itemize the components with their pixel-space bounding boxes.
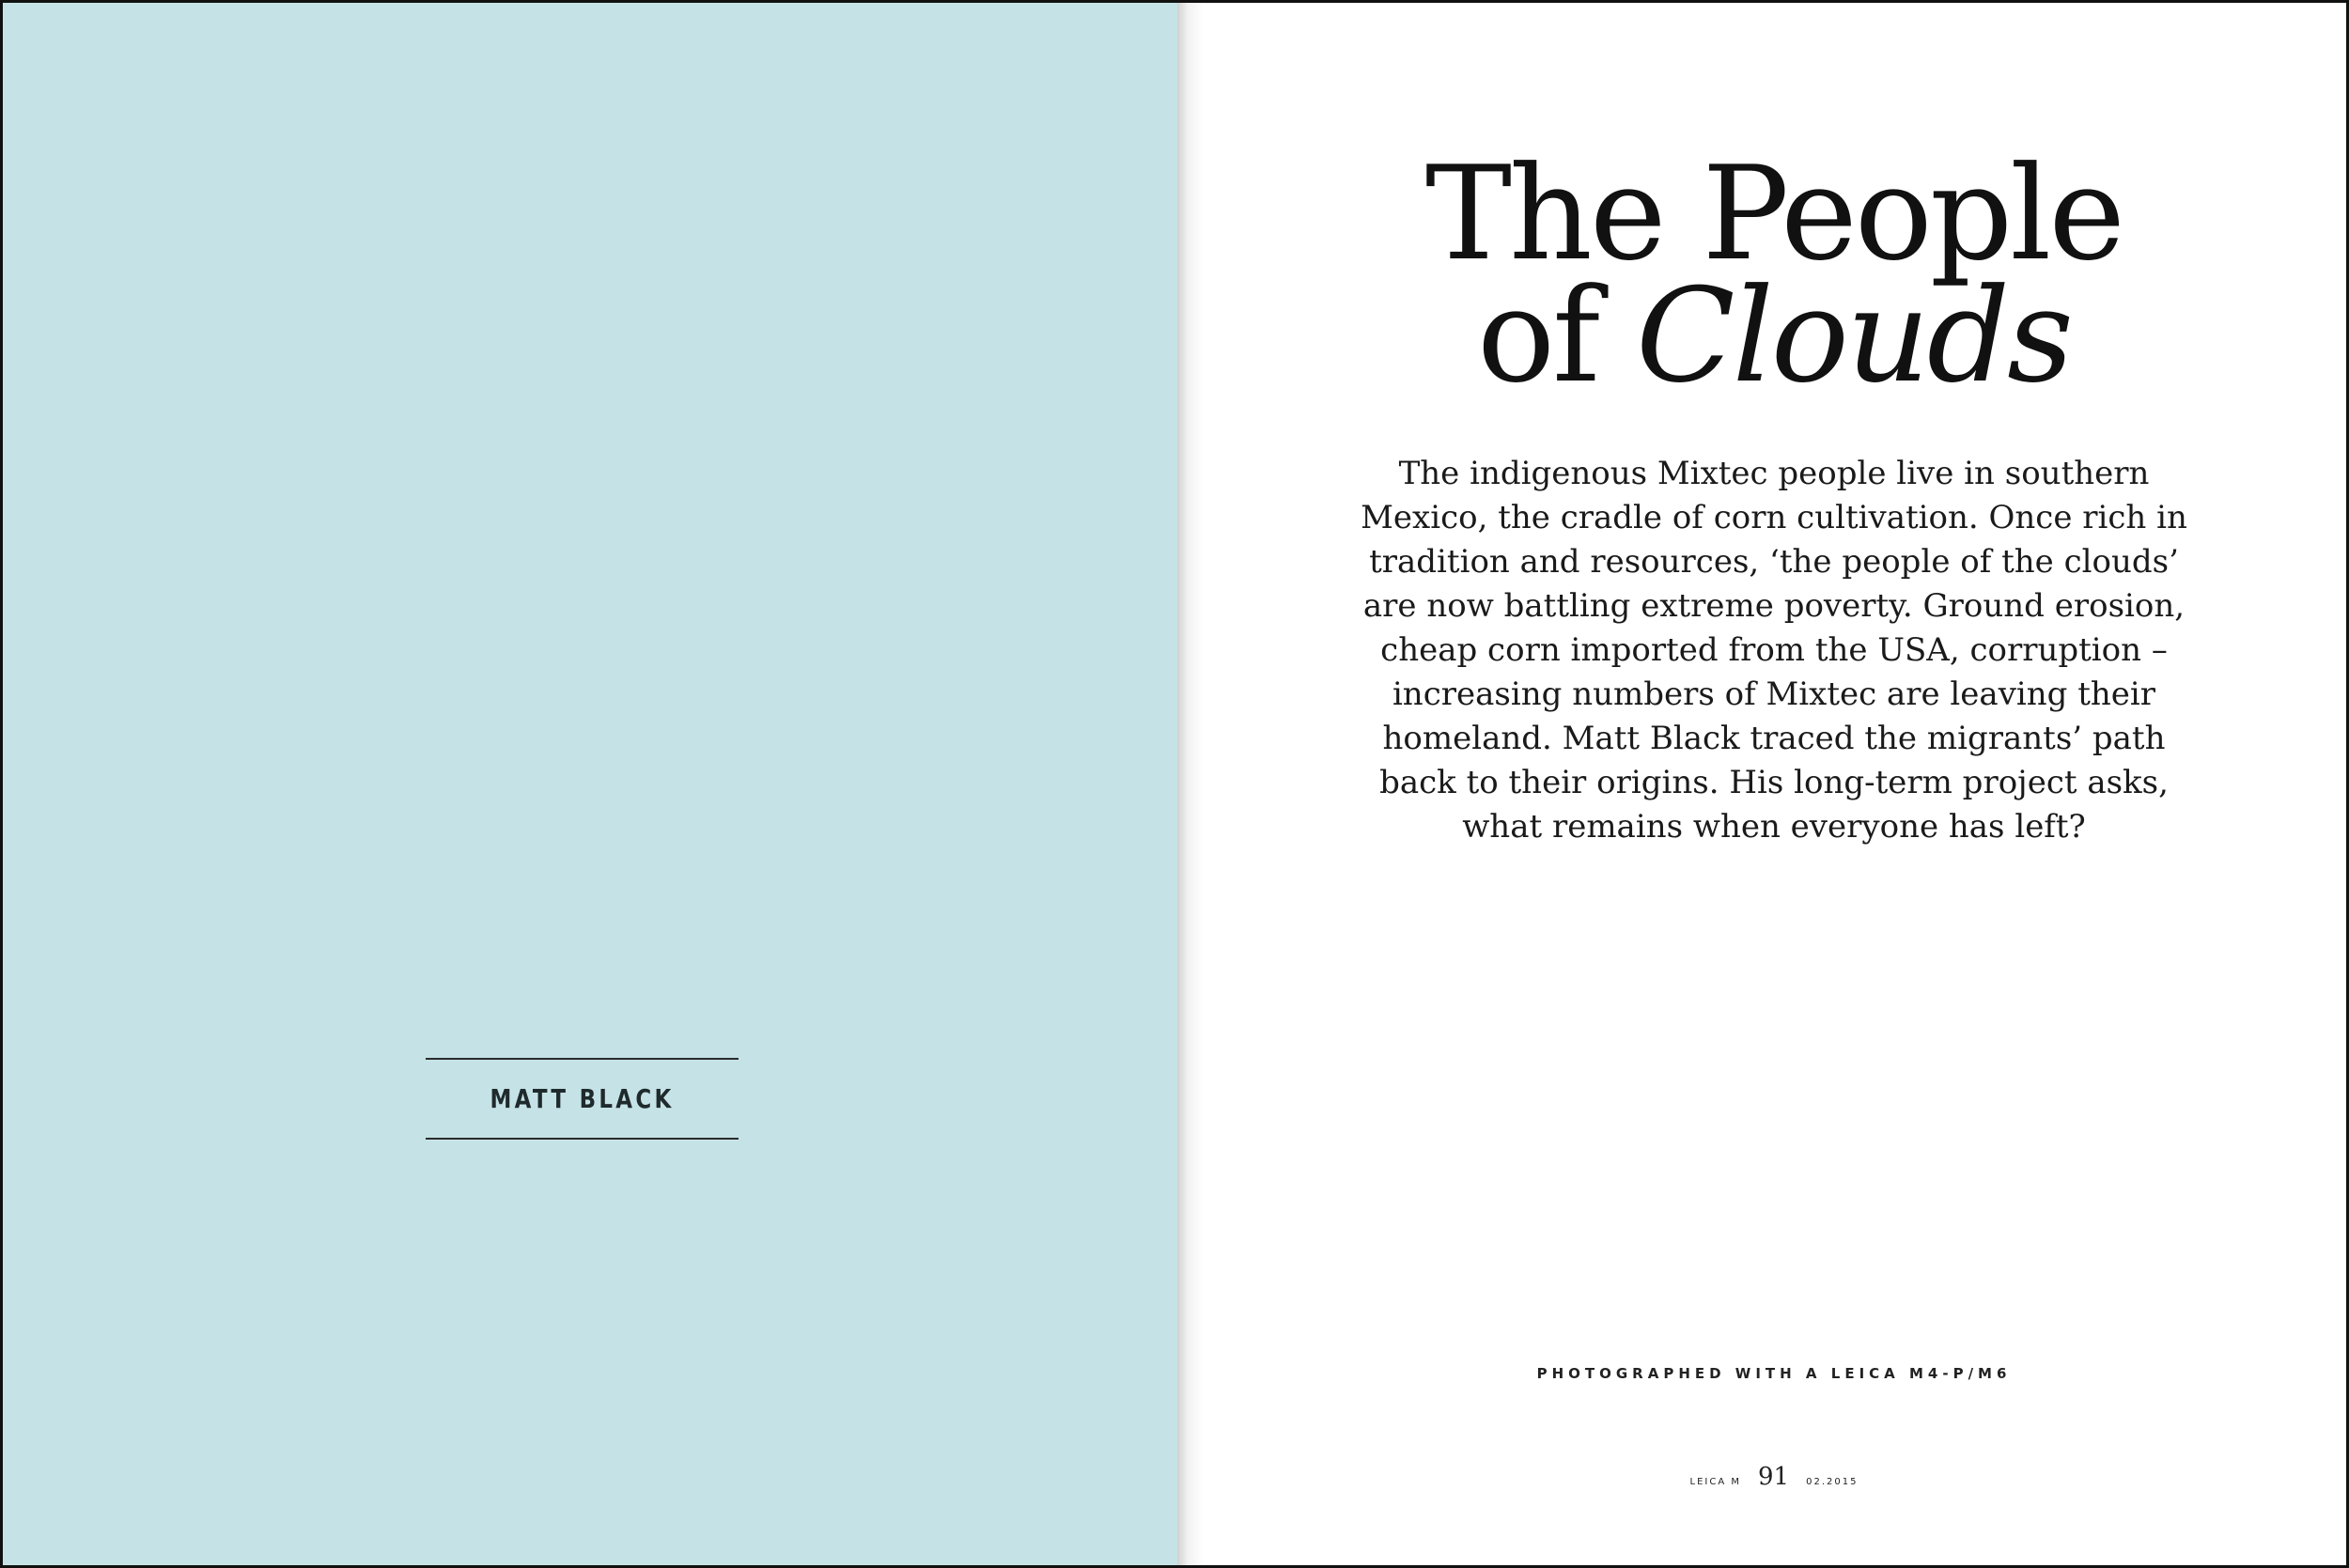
byline-box (426, 1058, 739, 1140)
photo-credit: PHOTOGRAPHED WITH A LEICA M4-P/M6 (1536, 1365, 2012, 1382)
title-italic: Clouds (1636, 260, 2071, 411)
intro-paragraph: The indigenous Mixtec people live in southern Mexico, the cradle of corn cultivation. Once rich in tradition and resources, ‘the people of the clouds’ are now battling extreme poverty. Ground erosion, cheap corn imported from the USA, corruption – increasing numbers of Mixtec are leaving their homeland. Matt Black traced the migrants’ path back to their origins. His long-term project asks, what remains when everyone has left? (1361, 455, 2187, 846)
folio-issue: 02.2015 (1806, 1477, 1859, 1487)
folio-magazine: LEICA M (1689, 1477, 1741, 1487)
photographer-name: MATT BLACK (490, 1083, 675, 1114)
title-line-2 (1177, 260, 2349, 411)
title-prefix: of (1477, 260, 1598, 411)
page-number: 91 (1758, 1463, 1790, 1491)
title-line-1: The People (1424, 138, 2123, 289)
left-page (3, 3, 1177, 1568)
folio (1177, 1463, 2349, 1491)
article-title (1177, 138, 2349, 411)
right-page (1177, 3, 2349, 1568)
